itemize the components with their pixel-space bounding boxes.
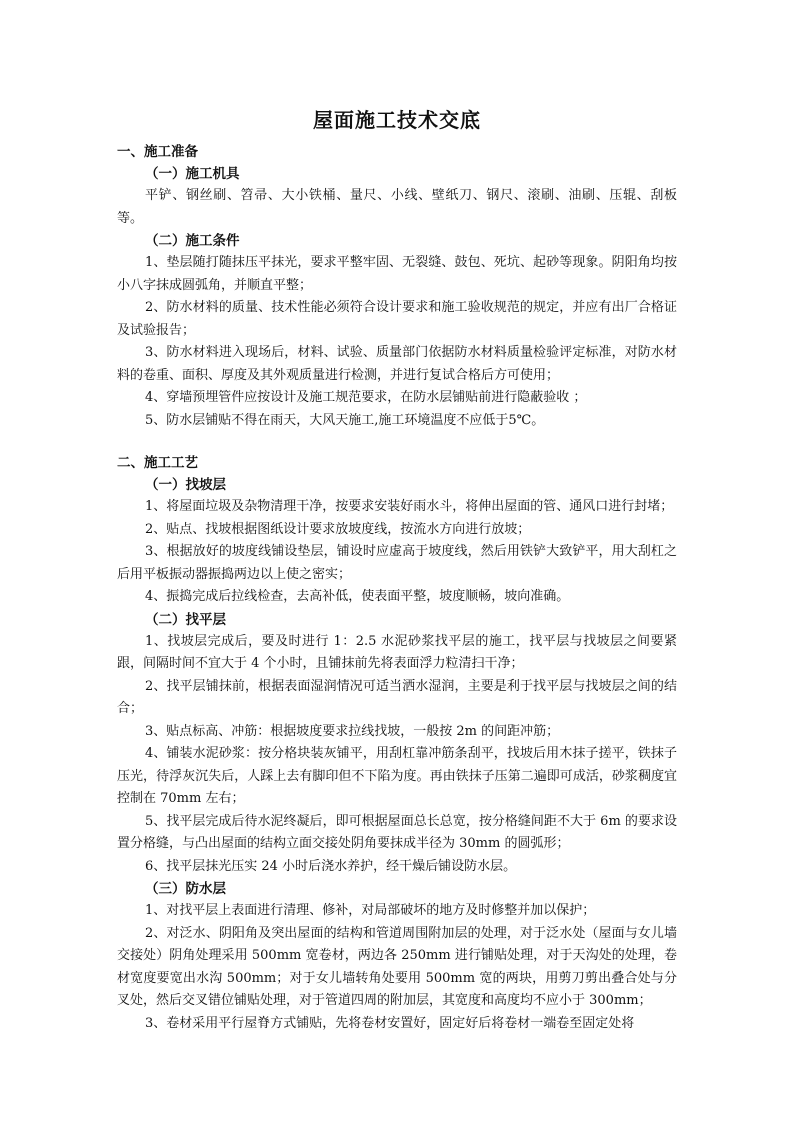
paragraph: 4、铺装水泥砂浆：按分格块装灰铺平，用刮杠靠冲筋条刮平，找坡后用木抹子搓平，铁抹子压光，待浮灰沉失后，人踩上去有脚印但不下陷为度。再由铁抹子压第二遍即可成活，砂浆稠度宜控制在 70mm 左右；	[117, 746, 677, 806]
subsection-heading-conditions: （二）施工条件	[145, 233, 240, 249]
document-page	[117, 104, 677, 1035]
subsection-heading-waterproof-layer: （三）防水层	[145, 881, 226, 897]
paragraph: 2、贴点、找坡根据图纸设计要求放坡度线，按流水方向进行放坡；	[145, 521, 531, 537]
paragraph: 2、防水材料的质量、技术性能必须符合设计要求和施工验收规范的规定，并应有出厂合格证及试验报告；	[117, 300, 677, 338]
paragraph: 平铲、钢丝刷、笤帚、大小铁桶、量尺、小线、壁纸刀、钢尺、滚刷、油刷、压辊、刮板等。	[117, 188, 677, 226]
paragraph: 2、对泛水、阴阳角及突出屋面的结构和管道周围附加层的处理，对于泛水处（屋面与女儿墙交接处）阴角处理采用 500mm 宽卷材，两边各 250mm 进行铺贴处理，对于天沟处的处理，卷材宽度要宽出水沟 500mm；对于女儿墙转角处要用 500mm 宽的两块，用剪刀剪出叠合处与分叉处，然后交叉错位铺贴处理，对于管道四周的附加层，其宽度和高度均不应小于 300mm；	[117, 925, 677, 1008]
paragraph: 3、卷材采用平行屋脊方式铺贴，先将卷材安置好，固定好后将卷材一端卷至固定处将	[145, 1015, 635, 1031]
subsection-heading-slope-layer: （一）找坡层	[145, 477, 226, 493]
paragraph: 3、根据放好的坡度线铺设垫层，铺设时应虚高于坡度线，然后用铁铲大致铲平，用大刮杠之后用平板振动器振捣两边以上使之密实；	[117, 544, 677, 582]
paragraph: 1、垫层随打随抹压平抹光，要求平整牢固、无裂缝、鼓包、死坑、起砂等现象。阴阳角均按小八字抹成圆弧角，并顺直平整；	[117, 255, 677, 293]
paragraph: 2、找平层铺抹前，根据表面湿润情况可适当洒水湿润，主要是利于找平层与找坡层之间的结合；	[117, 678, 677, 716]
paragraph: 1、对找平层上表面进行清理、修补，对局部破坏的地方及时修整并加以保护；	[145, 903, 596, 918]
document-title: 屋面施工技术交底	[313, 108, 481, 132]
paragraph: 1、将屋面垃圾及杂物清理干净，按要求安装好雨水斗，将伸出屋面的管、通风口进行封堵；	[145, 499, 674, 514]
paragraph: 4、穿墙预埋管件应按设计及施工规范要求，在防水层铺贴前进行隐蔽验收 ；	[145, 390, 587, 405]
subsection-heading-tools: （一）施工机具	[145, 166, 240, 182]
subsection-heading-leveling-layer: （二）找平层	[145, 611, 226, 628]
paragraph: 5、找平层完成后待水泥终凝后，即可根据屋面总长总宽，按分格缝间距不大于 6m 的要求设置分格缝，与凸出屋面的结构立面交接处阴角要抹成半径为 30mm 的圆弧形；	[117, 813, 677, 851]
paragraph: 4、振捣完成后拉线检查，去高补低，使表面平整，坡度顺畅，坡向准确。	[145, 589, 570, 604]
paragraph: 5、防水层铺贴不得在雨天，大风天施工,施工环境温度不应低于5℃。	[145, 412, 545, 428]
paragraph: 3、防水材料进入现场后，材料、试验、质量部门依据防水材料质量检验评定标准，对防水材料的卷重、面积、厚度及其外观质量进行检测，并进行复试合格后方可使用；	[117, 345, 677, 383]
paragraph: 3、贴点标高、冲筋：根据坡度要求拉线找坡，一般按 2m 的间距冲筋；	[145, 723, 560, 739]
paragraph: 1、找坡层完成后，要及时进行 1：2.5 水泥砂浆找平层的施工，找平层与找坡层之间要紧跟，间隔时间不宜大于 4 个小时，且铺抹前先将表面浮力粒清扫干净；	[117, 633, 677, 671]
paragraph: 6、找平层抹光压实 24 小时后浇水养护，经干燥后铺设防水层。	[145, 858, 517, 874]
section-heading-preparation: 一、施工准备	[117, 144, 198, 160]
section-spacer	[117, 432, 677, 452]
section-heading-process: 二、施工工艺	[117, 455, 198, 471]
